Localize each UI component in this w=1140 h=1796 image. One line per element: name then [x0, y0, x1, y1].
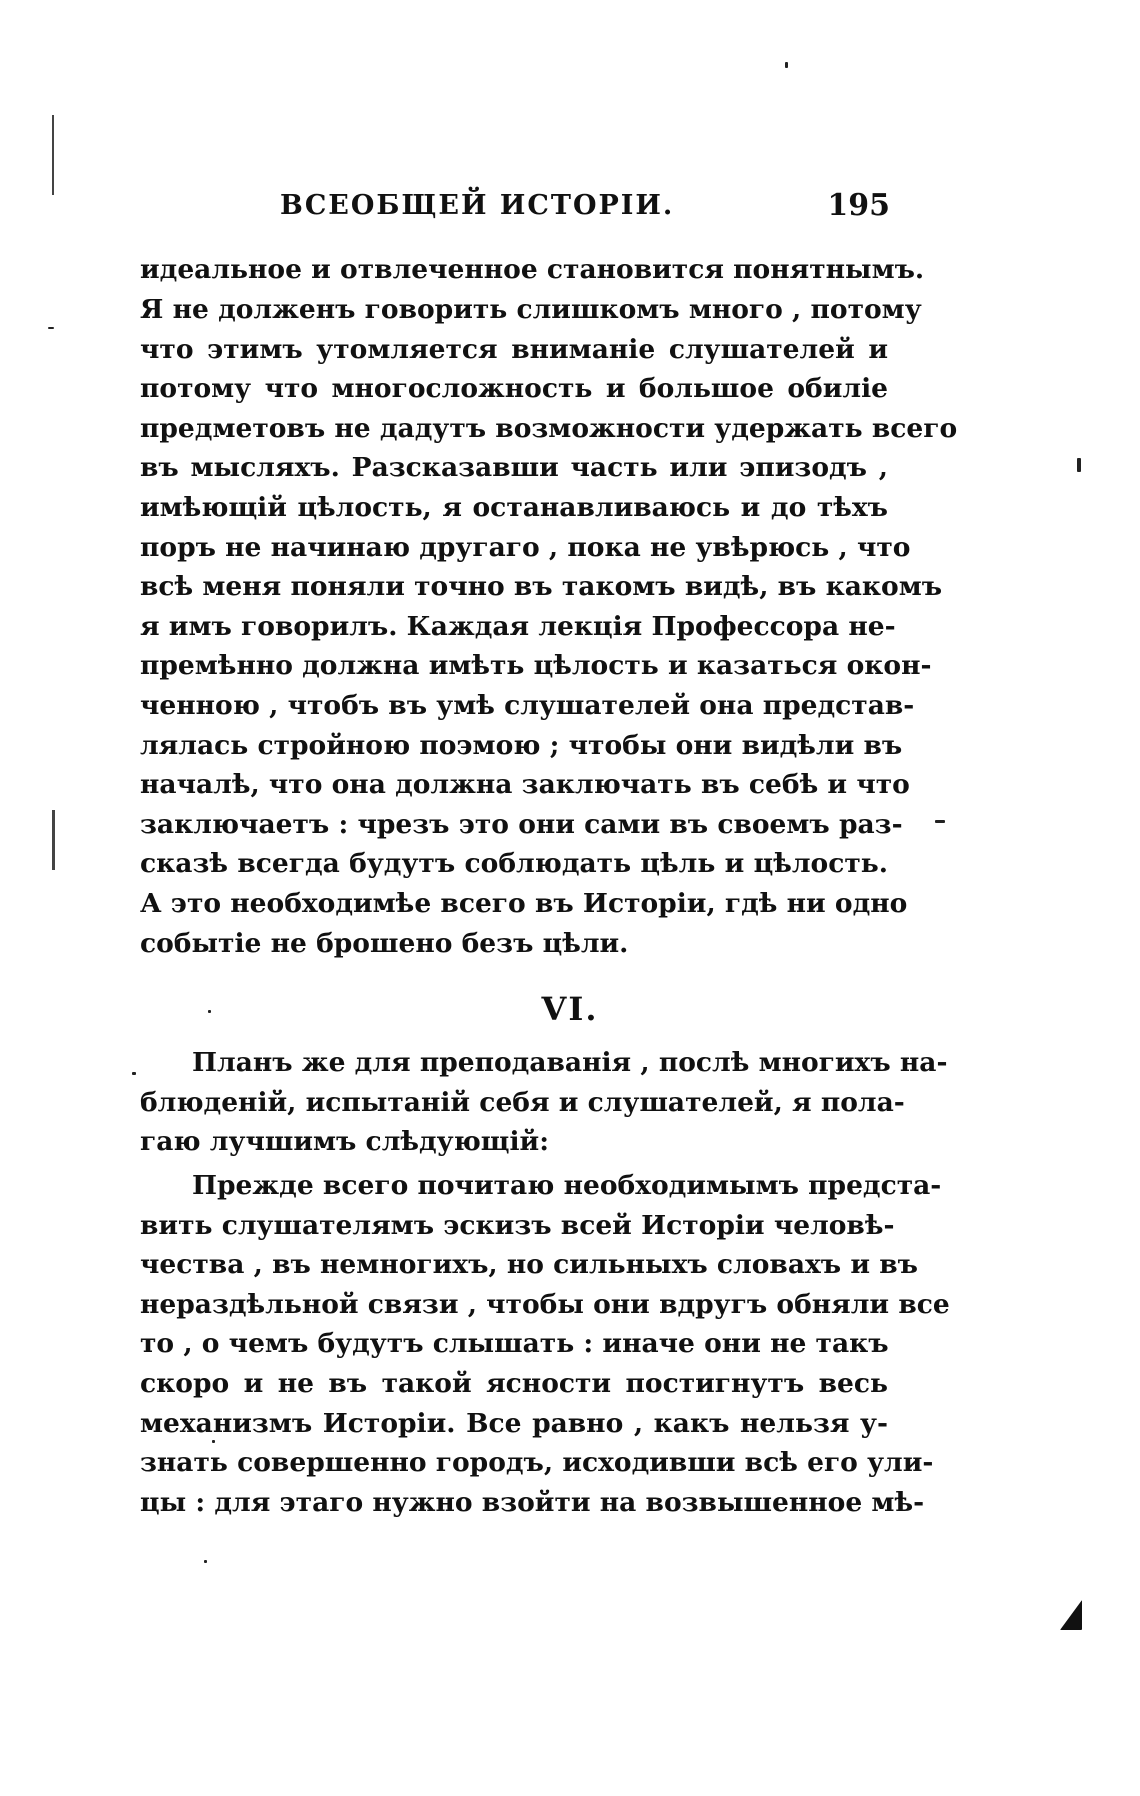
text-line: то , о чемъ будутъ слышать : иначе они не такъ: [140, 1328, 889, 1359]
speck: [935, 820, 945, 823]
text-line: идеальное и отвлеченное становится понятнымъ.: [140, 254, 925, 285]
text-line: Планъ же для преподаванія , послѣ многихъ на-: [192, 1047, 948, 1078]
margin-rule-top: [52, 115, 54, 195]
speck: [785, 62, 788, 68]
text-line: гаю лучшимъ слѣдующій:: [140, 1126, 549, 1157]
text-line: механизмъ Исторіи. Все равно , какъ нельзя у-: [140, 1408, 888, 1439]
text-line: событіе не брошено безъ цѣли.: [140, 928, 629, 959]
text-line: всѣ меня поняли точно въ такомъ видѣ, въ какомъ: [140, 571, 943, 602]
text-line: нераздѣльной связи , чтобы они вдругъ обняли все: [140, 1289, 950, 1320]
text-line: знать совершенно городъ, исходивши всѣ его ули-: [140, 1447, 934, 1478]
text-line: имѣющій цѣлость, я останавливаюсь и до тѣхъ: [140, 492, 888, 523]
text-line: сказѣ всегда будутъ соблюдать цѣль и цѣлость.: [140, 848, 888, 879]
text-line: ченною , чтобъ въ умѣ слушателей она представ-: [140, 690, 915, 721]
margin-rule-bottom: [52, 810, 55, 870]
page-corner-mark: [1060, 1600, 1082, 1630]
text-line: лялась стройною поэмою ; чтобы они видѣли въ: [140, 730, 903, 761]
text-line: что этимъ утомляется вниманіе слушателей и: [140, 334, 888, 365]
text-line: вить слушателямъ эскизъ всей Исторіи человѣ-: [140, 1210, 895, 1241]
text-line: А это необходимѣе всего въ Исторіи, гдѣ ни одно: [140, 888, 908, 919]
text-line: поръ не начинаю другаго , пока не увѣрюсь , что: [140, 532, 911, 563]
text-line: въ мысляхъ. Разсказавши часть или эпизодъ ,: [140, 452, 888, 483]
page-number: 195: [827, 188, 890, 223]
running-header: [140, 190, 890, 230]
text-line: чества , въ немногихъ, но сильныхъ словахъ и въ: [140, 1249, 918, 1280]
running-title: ВСЕОБЩЕЙ ИСТОРІИ.: [280, 190, 675, 221]
text-line: Я не долженъ говорить слишкомъ много , потому: [140, 294, 922, 325]
section-heading: VI.: [541, 990, 599, 1028]
text-line: цы : для этаго нужно взойти на возвышенное мѣ-: [140, 1487, 925, 1518]
text-line: Прежде всего почитаю необходимымъ предста-: [192, 1170, 942, 1201]
speck: [204, 1560, 207, 1563]
text-line: потому что многосложность и большое обиліе: [140, 373, 888, 404]
text-line: премѣнно должна имѣть цѣлость и казаться окон-: [140, 650, 932, 681]
text-line: началѣ, что она должна заключать въ себѣ и что: [140, 769, 910, 800]
text-line: предметовъ не дадутъ возможности удержать всего: [140, 413, 958, 444]
text-line: заключаетъ : чрезъ это они сами въ своемъ раз-: [140, 809, 903, 840]
speck: [48, 327, 54, 329]
text-line: блюденій, испытаній себя и слушателей, я пола-: [140, 1087, 905, 1118]
text-line: я имъ говорилъ. Каждая лекція Профессора не-: [140, 611, 896, 642]
text-line: скоро и не въ такой ясности постигнутъ весь: [140, 1368, 888, 1399]
speck: [132, 1072, 136, 1075]
speck: [1077, 458, 1081, 472]
